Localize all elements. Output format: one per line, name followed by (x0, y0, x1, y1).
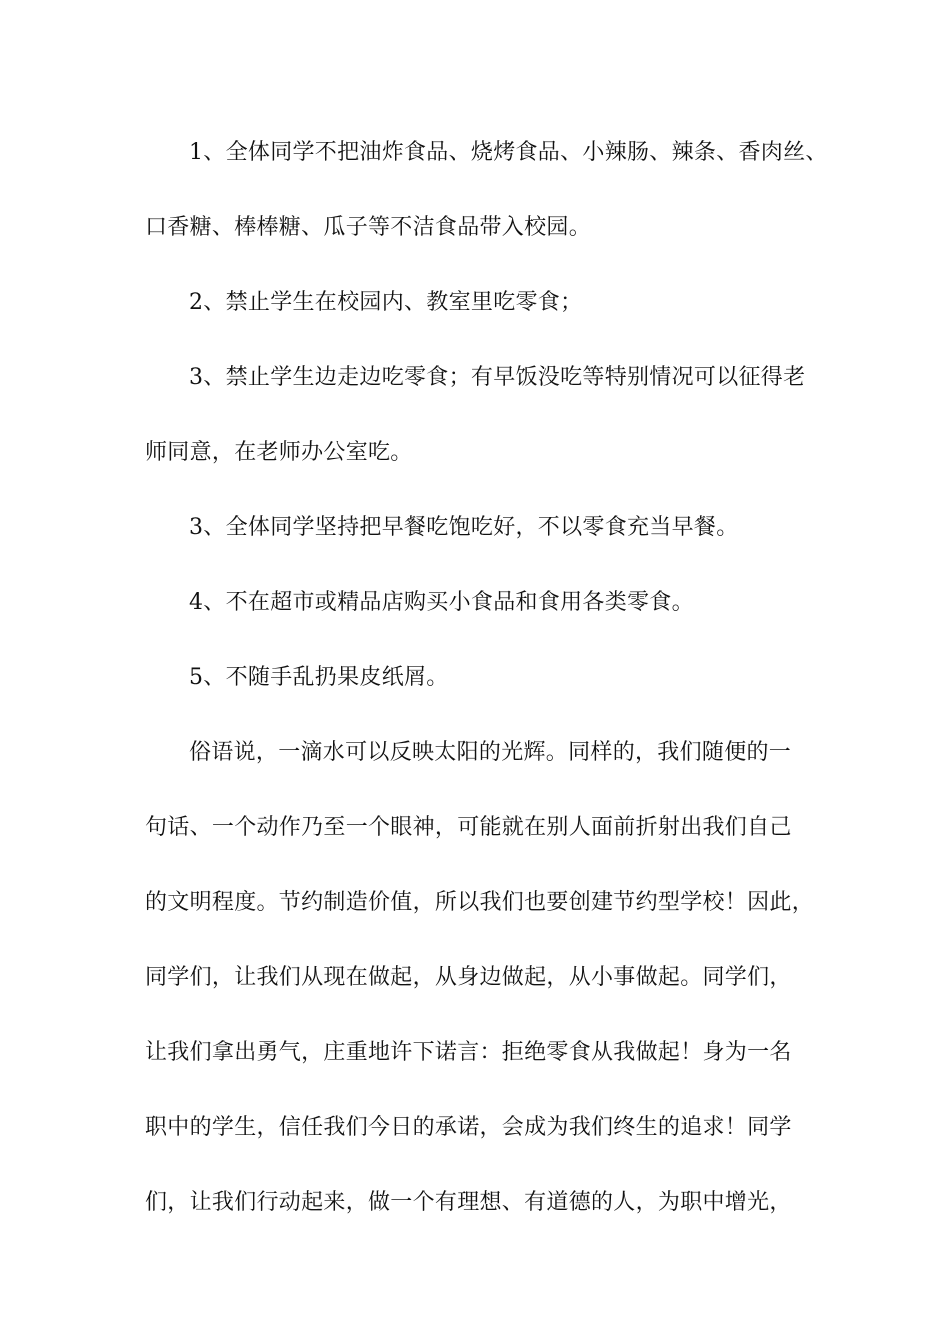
rule-1-line-1: 1、全体同学不把油炸食品、烧烤食品、小辣肠、辣条、香肉丝、 (189, 140, 828, 165)
rule-3-line-1: 3、禁止学生边走边吃零食；有早饭没吃等特别情况可以征得老 (189, 365, 806, 390)
paragraph-line-3: 的文明程度。节约制造价值，所以我们也要创建节约型学校！因此， (145, 890, 815, 915)
rule-5: 5、不随手乱扔果皮纸屑。 (189, 665, 449, 690)
paragraph-line-1: 俗语说，一滴水可以反映太阳的光辉。同样的，我们随便的一 (189, 740, 792, 765)
rule-2: 2、禁止学生在校园内、教室里吃零食； (189, 290, 583, 315)
paragraph-line-7: 们，让我们行动起来，做一个有理想、有道德的人，为职中增光， (145, 1190, 792, 1215)
rule-3b: 3、全体同学坚持把早餐吃饱吃好，不以零食充当早餐。 (189, 515, 739, 540)
paragraph-line-5: 让我们拿出勇气，庄重地许下诺言：拒绝零食从我做起！身为一名 (145, 1040, 792, 1065)
paragraph-line-4: 同学们，让我们从现在做起，从身边做起，从小事做起。同学们， (145, 965, 792, 990)
rule-4: 4、不在超市或精品店购买小食品和食用各类零食。 (189, 590, 694, 615)
rule-1-line-2: 口香糖、棒棒糖、瓜子等不洁食品带入校园。 (145, 215, 592, 240)
rule-3-line-2: 师同意，在老师办公室吃。 (145, 440, 413, 465)
document-body (145, 130, 835, 1255)
paragraph-line-6: 职中的学生，信任我们今日的承诺，会成为我们终生的追求！同学 (145, 1115, 792, 1140)
paragraph-line-2: 句话、一个动作乃至一个眼神，可能就在别人面前折射出我们自己 (145, 815, 792, 840)
